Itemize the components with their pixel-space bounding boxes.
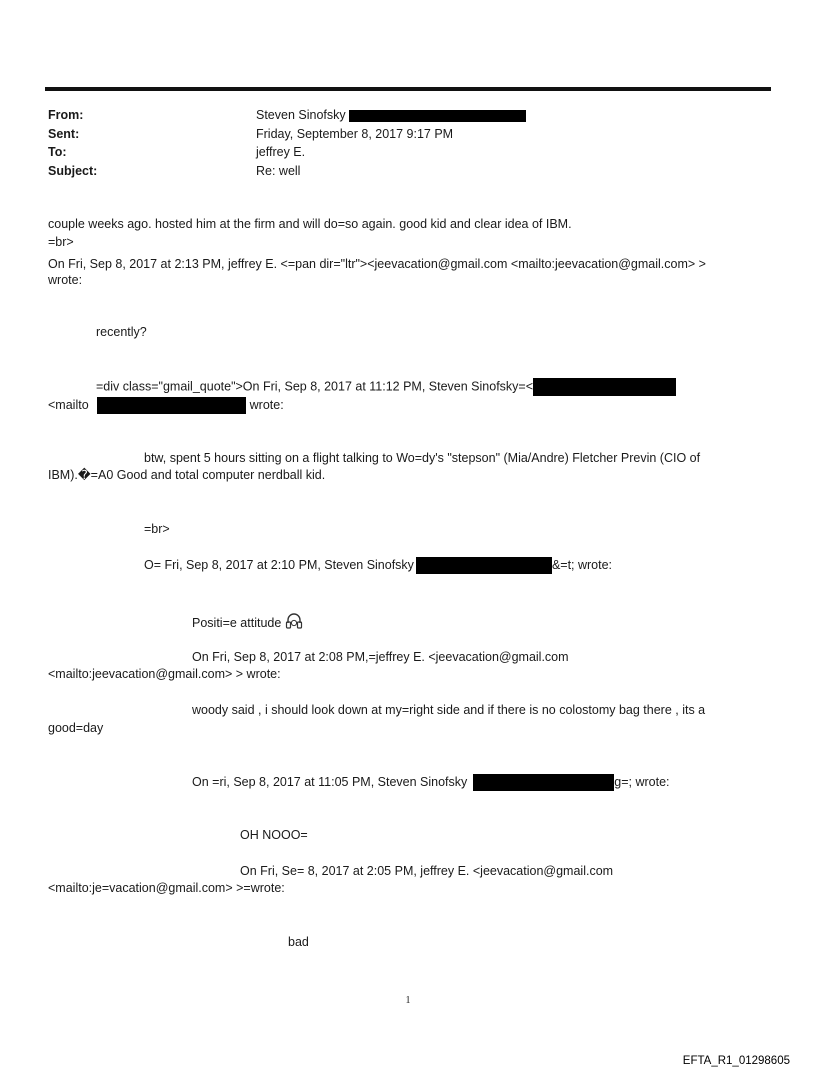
body-line: recently? [96,325,147,339]
quote-intro: On =ri, Sep 8, 2017 at 11:05 PM, Steven Sinofsky [192,775,468,789]
body-line: =br> [48,235,74,249]
body-line: woody said , i should look down at my=right side and if there is no colostomy bag there , its a [192,703,706,717]
body-line [48,397,284,414]
quote-intro: =div class="gmail_quote">On Fri, Sep 8, 2017 at 11:12 PM, Steven Sinofsky=< [96,379,534,394]
redaction-box [416,557,552,574]
body-line [192,612,303,632]
body-line: good=day [48,721,104,735]
page-number: 1 [405,995,411,1006]
from-value [256,106,526,125]
redaction-box [97,397,246,414]
from-name: Steven Sinofsky [256,108,346,122]
body-line: btw, spent 5 hours sitting on a flight talking to Wo=dy's "stepson" (Mia/Andre) Fletcher Previn (CIO of [144,451,701,465]
header-rule [45,87,771,91]
sent-value: Friday, September 8, 2017 9:17 PM [256,126,454,141]
document-id: EFTA_R1_01298605 [682,1055,790,1067]
body-line: wrote: [48,273,83,287]
wrote-label: &=t; wrote: [551,558,613,572]
redaction-box [349,110,526,122]
wrote-label: g=; wrote: [614,775,670,789]
to-value: jeffrey E. [256,145,306,159]
body-line: couple weeks ago. hosted him at the firm and will do=so again. good kid and clear idea of IBM. [48,217,572,231]
redaction-box [533,378,676,396]
from-label: From: [48,108,84,122]
body-line: =br> [144,522,170,536]
body-line: On Fri, Sep 8, 2017 at 2:13 PM, jeffrey E. <=pan dir="ltr"><jeevacation@gmail.com <mailto:jeevacation@gmail.com> > [48,257,706,271]
subject-value: Re: well [256,163,301,178]
redaction-box [473,774,614,791]
body-line: <mailto:je=vacation@gmail.com> >=wrote: [48,881,285,895]
body-line: On Fri, Se= 8, 2017 at 2:05 PM, jeffrey E. <jeevacation@gmail.com [240,864,614,878]
sent-label: Sent: [48,126,80,141]
to-label: To: [48,145,67,159]
body-line: OH NOOO= [240,828,308,842]
body-line: <mailto:jeevacation@gmail.com> > wrote: [48,667,281,681]
attitude-text: Positi=e attitude [192,616,282,630]
body-line: bad [288,935,309,949]
body-line: IBM).�=A0 Good and total computer nerdball kid. [48,468,326,482]
wrote-label: wrote: [249,398,284,412]
body-line [144,557,612,574]
headphones-emoji-icon [285,612,303,629]
body-line: On Fri, Sep 8, 2017 at 2:08 PM,=jeffrey E. <jeevacation@gmail.com [192,650,569,664]
body-line [96,378,676,396]
body-line [192,774,670,791]
mailto-prefix: <mailto [48,398,89,412]
subject-label: Subject: [48,163,98,178]
quote-intro: O= Fri, Sep 8, 2017 at 2:10 PM, Steven Sinofsky [144,558,414,572]
